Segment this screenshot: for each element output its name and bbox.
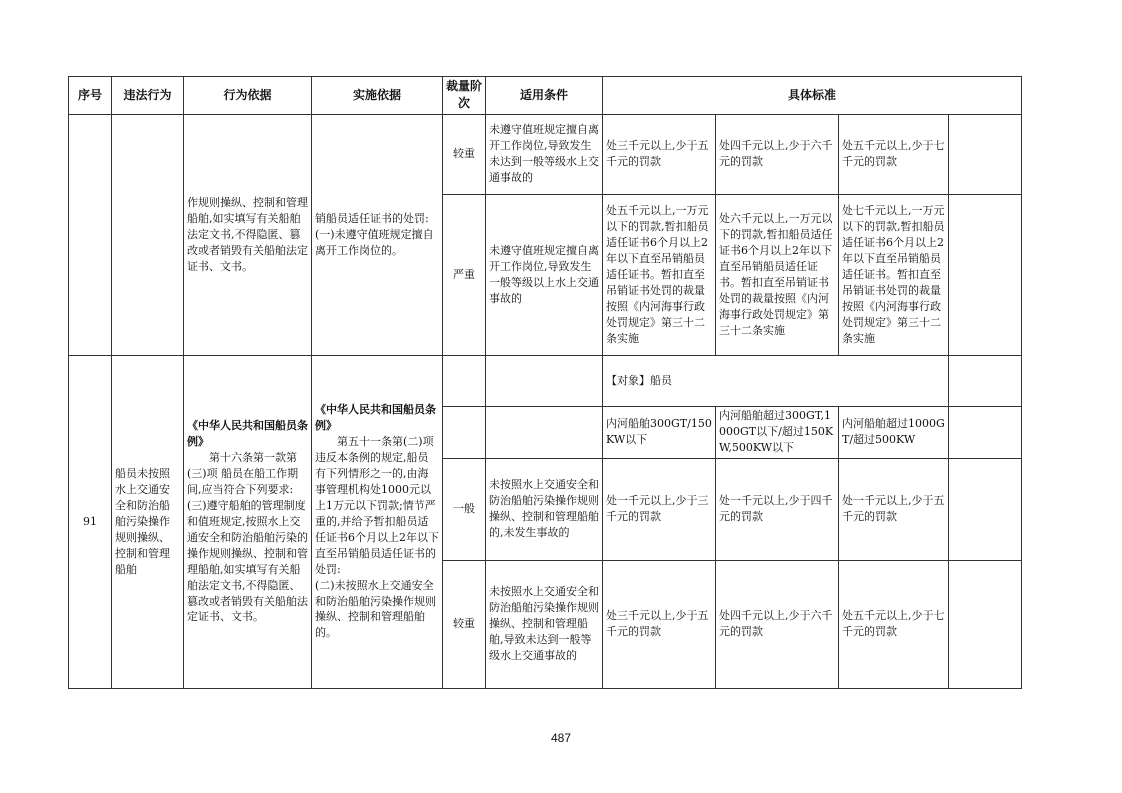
impl-body-item: (二)未按照水上交通安全和防治船舶污染操作规则操纵、控制和管理船舶的。 — [315, 578, 436, 640]
level-cell: 一般 — [443, 458, 486, 560]
standard-cell: 处五千元以上,一万元以下的罚款,暂扣船员适任证书6个月以上2年以下直至吊销船员适任证书。暂扣直至吊销证书处罚的裁量按照《内河海事行政处罚规定》第三十二条实施 — [603, 194, 716, 355]
impl-body: 第五十一条第(二)项 违反本条例的规定,船员有下列情形之一的,由海事管理机构处1000元以上1万元以下罚款;情节严重的,并给予暂扣船员适任证书6个月以上2年以下直至吊销船员适任证书的处罚: — [315, 435, 439, 576]
table-row — [69, 114, 1022, 194]
header-level: 裁量阶次 — [443, 77, 486, 115]
condition-cell: 未遵守值班规定擅自离开工作岗位,导致发生一般等级以上水上交通事故的 — [486, 194, 603, 355]
header-basis: 行为依据 — [184, 77, 312, 115]
standard-cell: 处五千元以上,少于七千元的罚款 — [839, 114, 949, 194]
standard-cell: 处三千元以上,少于五千元的罚款 — [603, 560, 716, 688]
header-standard: 具体标准 — [603, 77, 1022, 115]
empty-cell — [949, 406, 1022, 458]
standard-cell: 处四千元以上,少于六千元的罚款 — [716, 114, 839, 194]
empty-cell — [443, 406, 486, 458]
object-cell: 【对象】船员 — [603, 355, 949, 406]
standard-cell: 处一千元以上,少于三千元的罚款 — [603, 458, 716, 560]
header-seq: 序号 — [69, 77, 112, 115]
condition-cell: 未按照水上交通安全和防治船舶污染操作规则操纵、控制和管理船舶的,未发生事故的 — [486, 458, 603, 560]
empty-cell — [949, 194, 1022, 355]
basis-title: 《中华人民共和国船员条例》 — [187, 419, 308, 449]
basis-body: 第十六条第一款第(三)项 船员在船工作期间,应当符合下列要求:(三)遵守船舶的管理制度和值班规定,按照水上交通安全和防治船舶污染的操作规则操纵、控制和管理船舶,如实填写有关船舶法定文书,不得隐匿、篡改或者销毁有关船舶法定证书、文书。 — [187, 451, 308, 624]
empty-cell — [486, 406, 603, 458]
table-row — [69, 355, 1022, 406]
empty-cell — [949, 355, 1022, 406]
standard-cell: 处七千元以上,一万元以下的罚款,暂扣船员适任证书6个月以上2年以下直至吊销船员适任证书。暂扣直至吊销证书处罚的裁量按照《内河海事行政处罚规定》第三十二条实施 — [839, 194, 949, 355]
empty-cell — [949, 114, 1022, 194]
item-violation-cell: 船员未按照水上交通安全和防治船舶污染操作规则操纵、控制和管理船舶 — [112, 355, 184, 688]
empty-cell — [443, 355, 486, 406]
level-cell: 较重 — [443, 560, 486, 688]
condition-cell: 未按照水上交通安全和防治船舶污染操作规则操纵、控制和管理船舶,导致未达到一般等级水上交通事故的 — [486, 560, 603, 688]
standard-cell: 处四千元以上,少于六千元的罚款 — [716, 560, 839, 688]
standard-cell: 处三千元以上,少于五千元的罚款 — [603, 114, 716, 194]
tier-cell: 内河船舶300GT/150KW以下 — [603, 406, 716, 458]
cont-violation-cell — [112, 114, 184, 355]
header-violation: 违法行为 — [112, 77, 184, 115]
tier-cell: 内河船舶超过300GT,1000GT以下/超过150KW,500KW以下 — [716, 406, 839, 458]
empty-cell — [949, 458, 1022, 560]
item-basis-cell — [184, 355, 312, 688]
level-cell: 较重 — [443, 114, 486, 194]
condition-cell: 未遵守值班规定擅自离开工作岗位,导致发生未达到一般等级水上交通事故的 — [486, 114, 603, 194]
cont-basis-cell: 作规则操纵、控制和管理船舶,如实填写有关船舶法定文书,不得隐匿、篡改或者销毁有关船舶法定证书、文书。 — [184, 114, 312, 355]
item-seq-cell: 91 — [69, 355, 112, 688]
header-condition: 适用条件 — [486, 77, 603, 115]
standard-cell: 处五千元以上,少于七千元的罚款 — [839, 560, 949, 688]
tier-cell: 内河船舶超过1000GT/超过500KW — [839, 406, 949, 458]
standard-cell: 处六千元以上,一万元以下的罚款,暂扣船员适任证书6个月以上2年以下直至吊销船员适任证书。暂扣直至吊销证书处罚的裁量按照《内河海事行政处罚规定》第三十二条实施 — [716, 194, 839, 355]
cont-seq-cell — [69, 114, 112, 355]
empty-cell — [486, 355, 603, 406]
cont-impl-cell: 销船员适任证书的处罚:(一)未遵守值班规定擅自离开工作岗位的。 — [312, 114, 443, 355]
header-row — [69, 77, 1022, 115]
empty-cell — [949, 560, 1022, 688]
impl-title: 《中华人民共和国船员条例》 — [315, 403, 436, 433]
standard-cell: 处一千元以上,少于五千元的罚款 — [839, 458, 949, 560]
enforcement-standards-table — [68, 76, 1022, 689]
item-impl-cell — [312, 355, 443, 688]
standard-cell: 处一千元以上,少于四千元的罚款 — [716, 458, 839, 560]
page-number: 487 — [550, 731, 572, 745]
level-cell: 严重 — [443, 194, 486, 355]
header-impl: 实施依据 — [312, 77, 443, 115]
